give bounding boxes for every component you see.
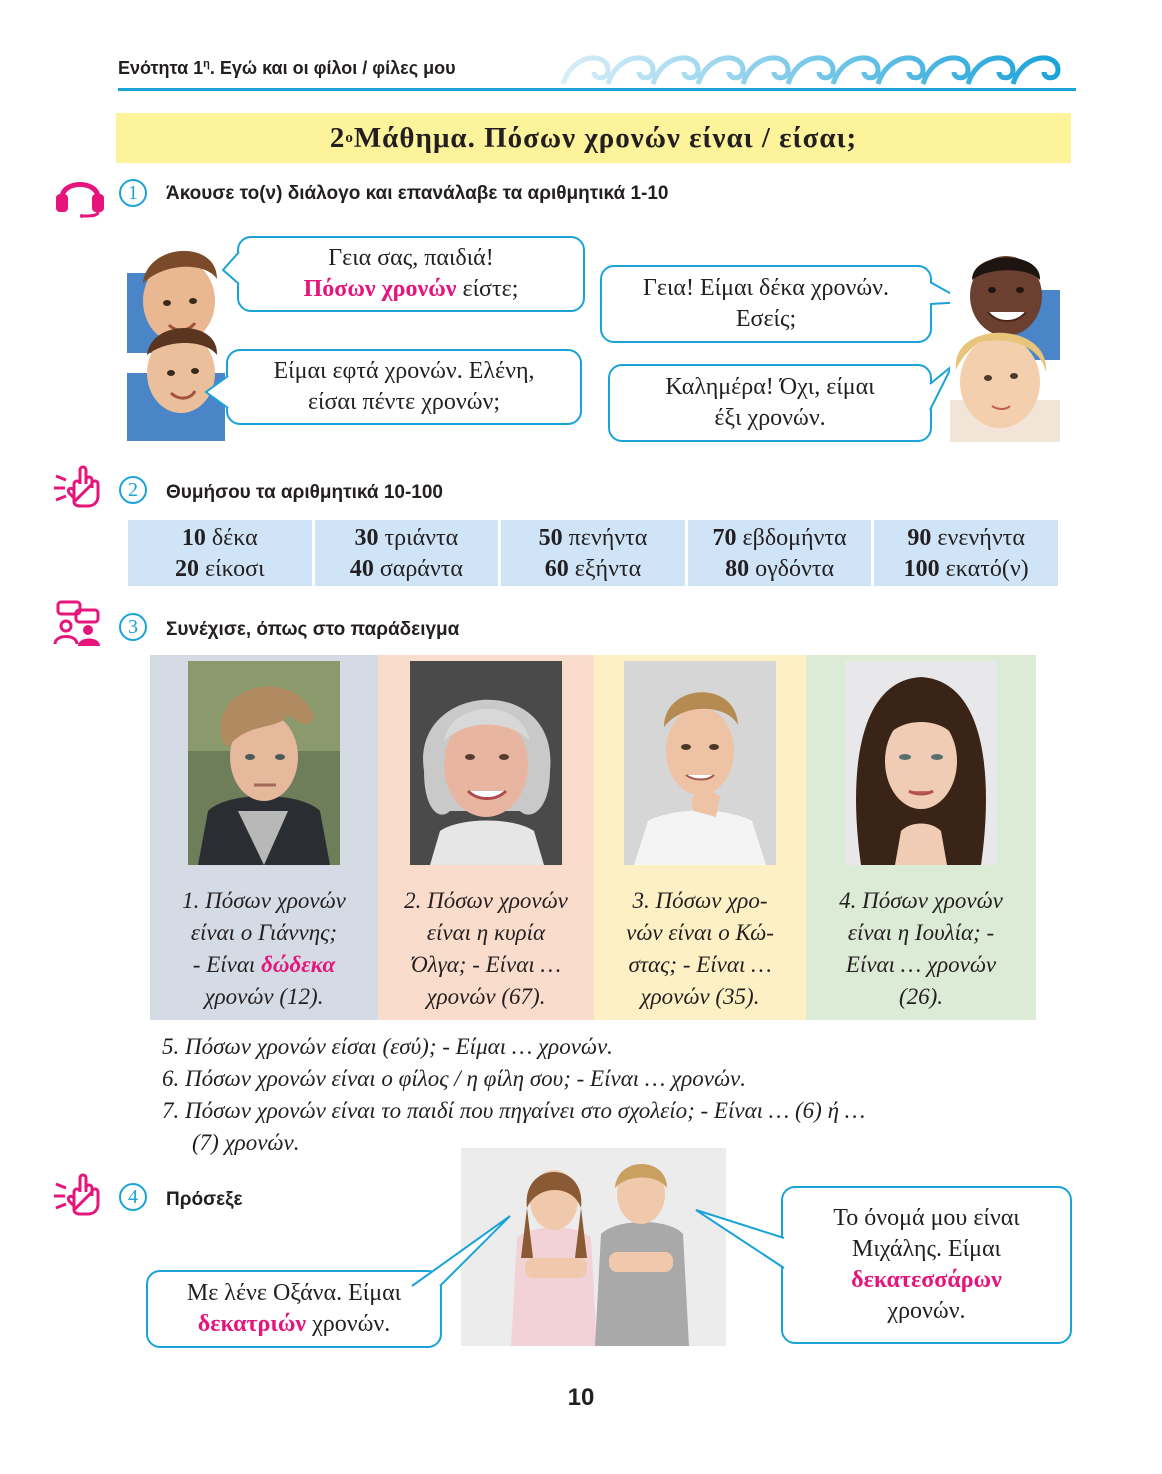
speech-bubble-oxana: Με λένε Οξάνα. Είμαι δεκατριών χρονών. (146, 1270, 442, 1348)
question-text: 4. Πόσων χρονών είναι η Ιουλία; - Είναι … χρονών (26). (839, 888, 1003, 1009)
young-woman-photo (845, 661, 997, 865)
numbers-cell: 70 εβδομήντα 80 ογδόντα (688, 520, 872, 586)
speech-bubble-michalis: Το όνομά μου είναι Μιχάλης. Είμαι δεκατεσσάρων χρονών. (781, 1186, 1072, 1344)
speech-bubble-greeting: Γεια σας, παιδιά! Πόσων χρονών είστε; (237, 236, 585, 312)
extra-question: 7. Πόσων χρονών είναι το παιδί που πηγαίνει στο σχολείο; - Είναι … (6) ή … (162, 1098, 866, 1123)
numbers-cell: 30 τριάντα 40 σαράντα (315, 520, 499, 586)
young-man-photo (624, 661, 776, 865)
numbers-cell: 10 δέκα 20 είκοσι (128, 520, 312, 586)
conversation-people-icon (52, 600, 104, 646)
question-text: 2. Πόσων χρονών είναι η κυρία Όλγα; - Είναι … χρονών (67). (404, 888, 568, 1009)
teen-boy-photo (188, 661, 340, 865)
elderly-woman-photo (410, 661, 562, 865)
exercise-instruction: Άκουσε το(ν) διάλογο και επανάλαβε τα αριθμητικά 1-10 (166, 183, 669, 204)
speech-bubble-answer-ten: Γεια! Είμαι δέκα χρονών. Εσείς; (600, 265, 932, 343)
exercise-number: 2 (119, 476, 147, 504)
question-text: 1. Πόσων χρονών είναι ο Γιάννης; - Είναι δώδεκα χρονών (12). (182, 888, 346, 1009)
exercise-instruction: Θυμήσου τα αριθμητικά 10-100 (166, 482, 443, 503)
speech-bubble-answer-seven: Είμαι εφτά χρονών. Ελένη, είσαι πέντε χρονών; (226, 349, 582, 425)
exercise-number: 3 (119, 613, 147, 641)
numbers-cell: 50 πενήντα 60 εξήντα (501, 520, 685, 586)
question-text: 3. Πόσων χρο- νών είναι ο Κώ- στας; - Είναι … χρονών (35). (626, 888, 774, 1009)
numbers-cell: 90 ενενήντα 100 εκατό(ν) (874, 520, 1058, 586)
speech-bubble-answer-six: Καλημέρα! Όχι, είμαι έξι χρονών. (608, 364, 932, 442)
extra-question: 5. Πόσων χρονών είσαι (εσύ); - Είμαι … χρονών. (162, 1034, 613, 1059)
header-divider (118, 88, 1076, 91)
extra-question: 6. Πόσων χρονών είναι ο φίλος / η φίλη σου; - Είναι … χρονών. (162, 1066, 746, 1091)
numbers-table (128, 520, 1058, 586)
bubble-tail (221, 250, 241, 286)
page-number: 10 (567, 1384, 595, 1411)
headphones-icon (54, 172, 106, 218)
bubble-tail (410, 1214, 512, 1288)
exercise-instruction: Συνέχισε, όπως στο παράδειγμα (166, 619, 460, 640)
question-card-ioulia (806, 655, 1036, 1020)
exercise-instruction: Πρόσεξε (166, 1189, 243, 1210)
bubble-tail (694, 1208, 786, 1270)
question-card-olga (378, 655, 594, 1020)
exercise-number: 4 (119, 1183, 147, 1211)
children-photo (950, 250, 1060, 442)
section-title: Ενότητα $1^\eta$. Εγώ και οι φίλοι / φίλες μου (118, 58, 456, 78)
hand-gesture-icon (52, 462, 104, 508)
bubble-tail (204, 372, 230, 412)
question-card-kostas (594, 655, 806, 1020)
hand-gesture-icon (52, 1170, 104, 1216)
exercise-number: 1 (119, 179, 147, 207)
wave-decoration (558, 48, 1076, 88)
lesson-title: 2 ο Μάθημα. Πόσων χρονών είναι / είσαι; (116, 113, 1071, 163)
question-card-giannis (150, 655, 378, 1020)
extra-question: (7) χρονών. (192, 1130, 300, 1155)
